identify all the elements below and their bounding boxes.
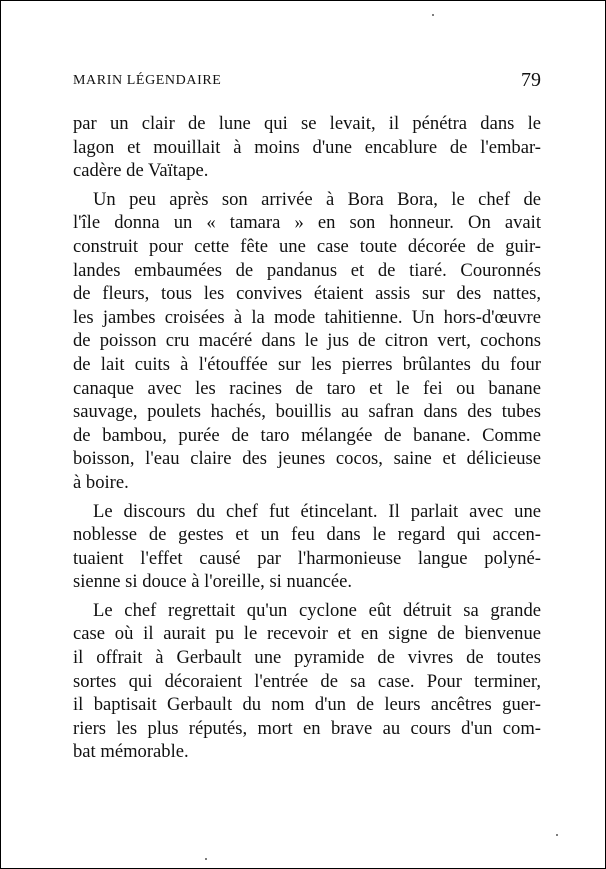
text-line: les jambes croisées à la mode tahitienne. Un hors-d'œuvre	[73, 306, 541, 328]
text-line: Un peu après son arrivée à Bora Bora, le chef de	[93, 188, 541, 210]
text-line: sortes qui décoraient l'entrée de sa case. Pour terminer,	[73, 670, 541, 692]
text-line: Le discours du chef fut étincelant. Il parlait avec une	[93, 500, 541, 522]
text-line: canaque avec les racines de taro et le fei ou banane	[73, 377, 541, 399]
text-line: cadère de Vaïtape.	[73, 160, 209, 182]
page-number: 79	[521, 69, 541, 91]
paragraph-3	[73, 500, 541, 594]
text-line: il baptisait Gerbault du nom d'un de leurs ancêtres guer-	[73, 694, 541, 716]
text-line: noblesse de gestes et un feu dans le regard qui accen-	[73, 524, 541, 546]
text-line: à boire.	[73, 471, 129, 493]
text-line: boisson, l'eau claire des jeunes cocos, saine et délicieuse	[73, 448, 541, 470]
text-line: case où il aurait pu le recevoir et en signe de bienvenue	[73, 623, 541, 645]
scan-speck	[556, 834, 558, 836]
scan-speck	[205, 858, 207, 860]
text-line: tuaient l'effet causé par l'harmonieuse langue polyné-	[73, 547, 541, 569]
scan-speck	[432, 14, 434, 16]
running-head	[73, 71, 541, 93]
text-line: Le chef regrettait qu'un cyclone eût détruit sa grande	[93, 599, 541, 621]
body-text	[73, 112, 541, 769]
text-line: de poisson cru macéré dans le jus de citron vert, cochons	[73, 330, 541, 352]
text-line: lagon et mouillait à moins d'une encablure de l'embar-	[73, 136, 541, 158]
text-line: il offrait à Gerbault une pyramide de vivres de toutes	[73, 647, 541, 669]
text-line: construit pour cette fête une case toute décorée de guir-	[73, 235, 541, 257]
paragraph-2	[73, 188, 541, 495]
text-line: riers les plus réputés, mort en brave au cours d'un com-	[73, 717, 541, 739]
running-title: MARIN LÉGENDAIRE	[73, 73, 222, 88]
text-line: landes embaumées de pandanus et de tiaré. Couronnés	[73, 259, 541, 281]
paragraph-1	[73, 112, 541, 183]
text-line: bat mémorable.	[73, 741, 189, 763]
paragraph-4	[73, 599, 541, 764]
text-line: sauvage, poulets hachés, bouillis au safran dans des tubes	[73, 401, 541, 423]
text-line: de fleurs, tous les convives étaient assis sur des nattes,	[73, 283, 541, 305]
text-line: l'île donna un « tamara » en son honneur. On avait	[73, 212, 541, 234]
text-line: de bambou, purée de taro mélangée de banane. Comme	[73, 424, 541, 446]
text-line: par un clair de lune qui se levait, il pénétra dans le	[73, 113, 541, 134]
text-line: sienne si douce à l'oreille, si nuancée.	[73, 571, 353, 593]
text-line: de lait cuits à l'étouffée sur les pierres brûlantes du four	[73, 353, 541, 375]
